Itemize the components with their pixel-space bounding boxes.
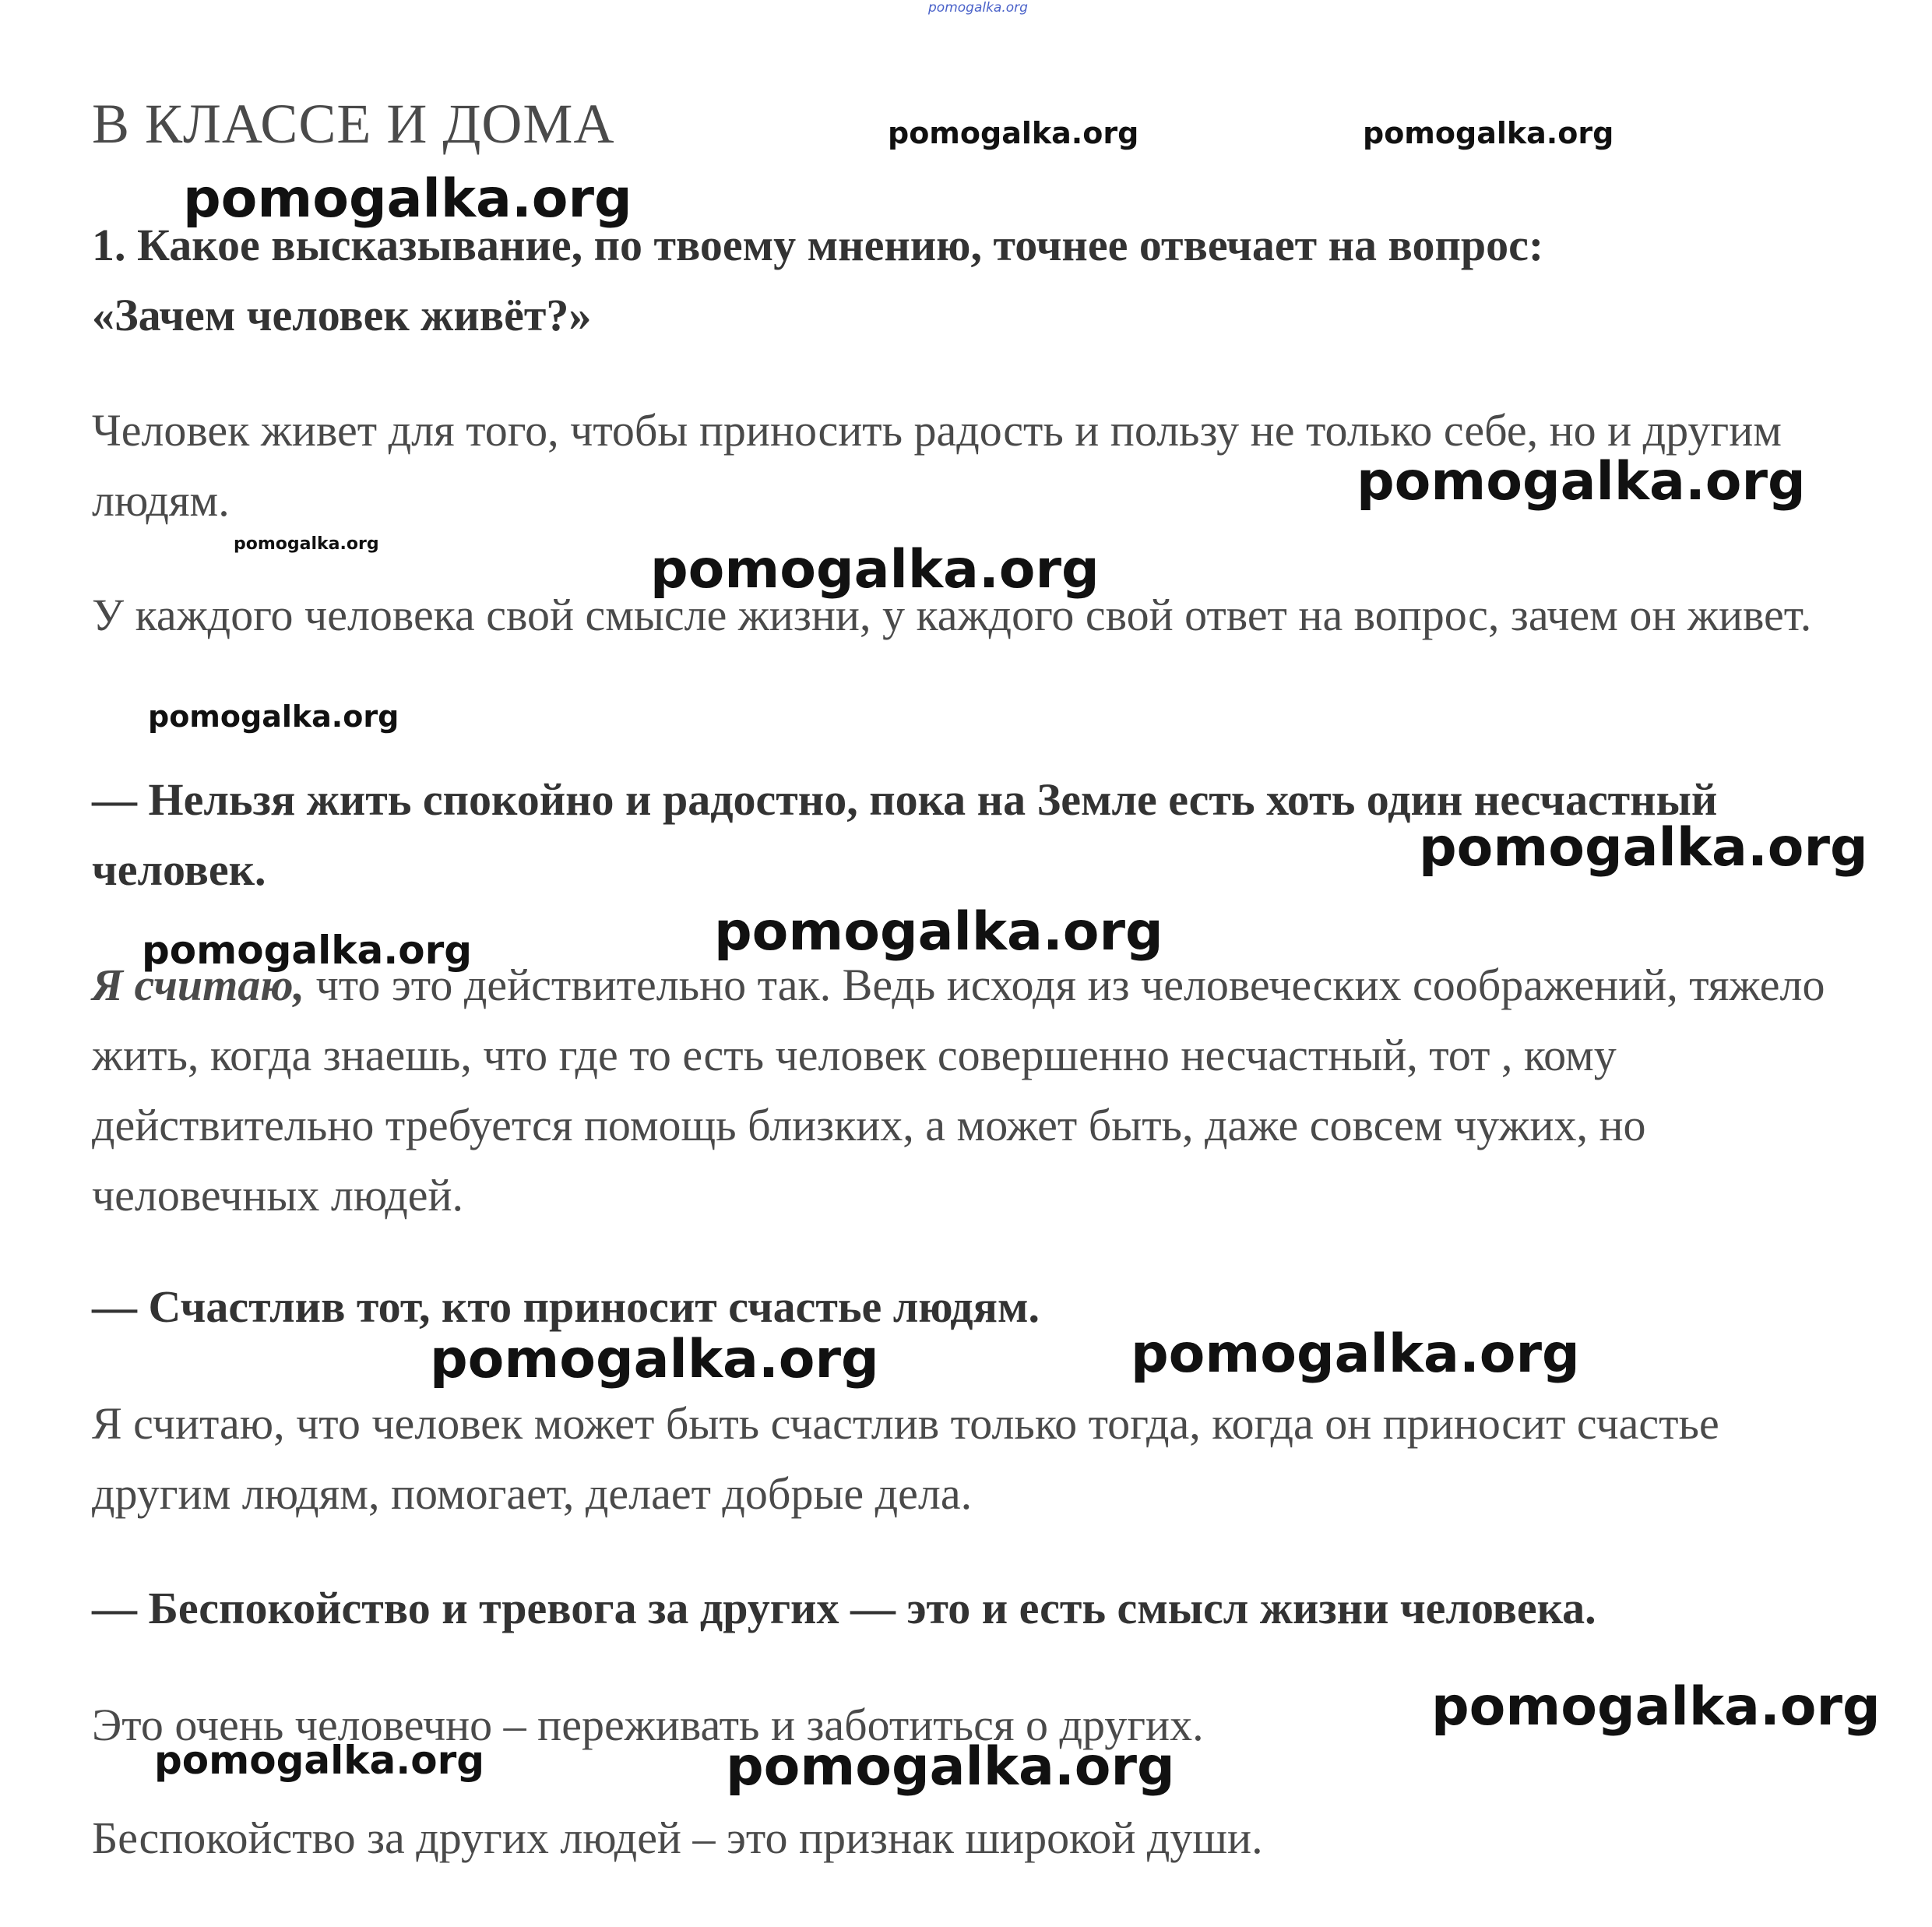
watermark: pomogalka.org [1363,116,1614,150]
question-line-2: «Зачем человек живёт?» [92,290,592,340]
watermark: pomogalka.org [888,116,1139,150]
answer-paragraph: Я считаю, что человек может быть счастлив только тогда, когда он приносит счастье другим людям, помогает, делает добрые дела. [92,1398,1719,1519]
watermark: pomogalka.org [183,168,632,230]
watermark: pomogalka.org [714,901,1163,963]
question-text [92,210,1852,351]
watermark: pomogalka.org [148,699,399,734]
answer-paragraph: Человек живет для того, чтобы приносить радость и пользу не только себе, но и другим людям. [92,405,1782,526]
section-heading: В КЛАССЕ И ДОМА [92,93,615,155]
statement-2: — Счастлив тот, кто приносит счастье людям. [92,1281,1040,1332]
statement-3: — Беспокойство и тревога за других — это и есть смысл жизни человека. [92,1583,1596,1633]
watermark: pomogalka.org [154,1738,485,1783]
watermark: pomogalka.org [234,534,379,554]
statement-1: — Нельзя жить спокойно и радостно, пока на Земле есть хоть один несчастный человек. [92,774,1718,895]
watermark: pomogalka.org [430,1329,879,1390]
answer-paragraph: У каждого человека свой смысле жизни, у каждого свой ответ на вопрос, зачем он живет. [92,590,1812,640]
watermark: pomogalka.org [650,539,1100,601]
watermark: pomogalka.org [142,928,473,973]
watermark: pomogalka.org [928,0,1028,16]
watermark: pomogalka.org [726,1736,1175,1798]
watermark: pomogalka.org [1419,817,1868,879]
answer-paragraph: Это очень человечно – переживать и заботиться о других. [92,1700,1204,1750]
opinion-text: что это действительно так. Ведь исходя из человеческих соображений, тяжело жить, когда знаешь, что где то есть человек совершенно несчастный, тот , кому действительно требуется помощь близких, а может быть, даже совсем чужих, но человечных людей. [92,960,1825,1221]
watermark: pomogalka.org [1431,1676,1881,1738]
question-line-1: 1. Какое высказывание, по твоему мнению, точнее отвечает на вопрос: [92,220,1544,270]
answer-paragraph-opinion [92,950,1852,1231]
answer-paragraph: Беспокойство за других людей – это признак широкой души. [92,1813,1263,1863]
watermark: pomogalka.org [1357,451,1806,513]
opinion-opener: Я считаю, [92,960,305,1010]
watermark: pomogalka.org [1131,1323,1580,1385]
